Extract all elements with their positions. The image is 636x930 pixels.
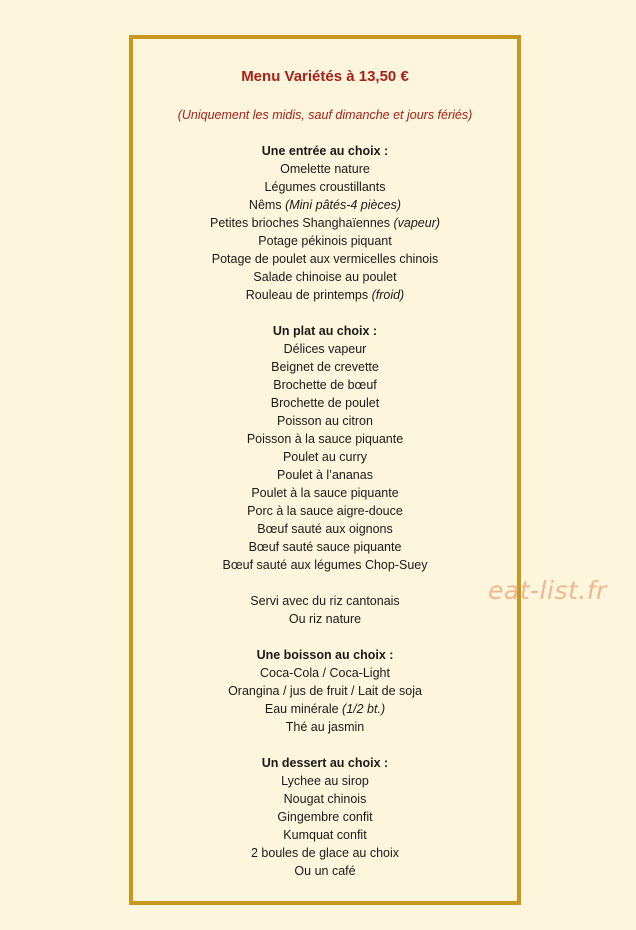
menu-item: Ou un café [294, 864, 356, 878]
section-dessert [133, 754, 517, 880]
item-text: Potage de poulet aux vermicelles chinois [211, 252, 439, 266]
item-note: (froid) [371, 288, 405, 302]
menu-item: Brochette de poulet [270, 396, 380, 410]
menu-item: Délices vapeur [283, 342, 367, 356]
item-note: (Mini pâtés-4 pièces) [285, 198, 402, 212]
item-text: Légumes croustillants [264, 180, 386, 194]
section-boisson [133, 646, 517, 736]
menu-item: Gingembre confit [277, 810, 373, 824]
menu-item [133, 214, 517, 232]
item-text: Rouleau de printemps [245, 288, 369, 302]
menu-card [129, 35, 521, 905]
menu-item: Poulet à la sauce piquante [251, 486, 399, 500]
menu-item [133, 664, 517, 682]
menu-item: Poisson à la sauce piquante [246, 432, 404, 446]
menu-item [133, 196, 517, 214]
menu-item: Brochette de bœuf [273, 378, 377, 392]
menu-item: Bœuf sauté aux légumes Chop-Suey [222, 558, 428, 572]
menu-item [133, 718, 517, 736]
menu-item [133, 682, 517, 700]
menu-item: Porc à la sauce aigre-douce [247, 504, 403, 518]
item-text: Omelette nature [280, 162, 370, 176]
section-heading: Une boisson au choix : [256, 648, 394, 662]
item-text: Thé au jasmin [285, 720, 365, 734]
item-text: Nêms [248, 198, 282, 212]
item-text: Salade chinoise au poulet [253, 270, 397, 284]
menu-item: Ou riz nature [288, 612, 362, 626]
section-heading: Un plat au choix : [272, 324, 378, 338]
menu-item [133, 250, 517, 268]
menu-item: Poisson au citron [277, 414, 373, 428]
item-text: Coca-Cola / Coca-Light [260, 666, 390, 680]
menu-item: Nougat chinois [283, 792, 367, 806]
menu-item [133, 700, 517, 718]
section-heading: Une entrée au choix : [261, 144, 389, 158]
menu-subtitle: (Uniquement les midis, sauf dimanche et jours fériés) [177, 108, 473, 122]
menu-item: Poulet au curry [282, 450, 368, 464]
section-riz [133, 592, 517, 628]
item-text: Potage pékinois piquant [258, 234, 392, 248]
menu-item [133, 160, 517, 178]
item-note: (1/2 bt.) [342, 702, 386, 716]
menu-item: Lychee au sirop [281, 774, 369, 788]
menu-item [133, 268, 517, 286]
menu-item: 2 boules de glace au choix [250, 846, 400, 860]
menu-item: Kumquat confit [283, 828, 367, 842]
menu-item: Poulet à l’ananas [277, 468, 373, 482]
menu-item: Bœuf sauté sauce piquante [248, 540, 402, 554]
item-note: (vapeur) [393, 216, 441, 230]
menu-title: Menu Variétés à 13,50 € [241, 68, 409, 85]
item-text: Eau minérale [264, 702, 339, 716]
watermark: eat-list.fr [488, 576, 607, 605]
section-heading: Un dessert au choix : [261, 756, 389, 770]
menu-item [133, 232, 517, 250]
menu-item [133, 178, 517, 196]
menu-item: Beignet de crevette [271, 360, 379, 374]
menu-item: Servi avec du riz cantonais [250, 594, 400, 608]
menu-item: Bœuf sauté aux oignons [257, 522, 393, 536]
menu-item [133, 286, 517, 304]
section-plat [133, 322, 517, 574]
section-entree [133, 142, 517, 304]
item-text: Orangina / jus de fruit / Lait de soja [228, 684, 422, 698]
item-text: Petites brioches Shanghaïennes [209, 216, 390, 230]
